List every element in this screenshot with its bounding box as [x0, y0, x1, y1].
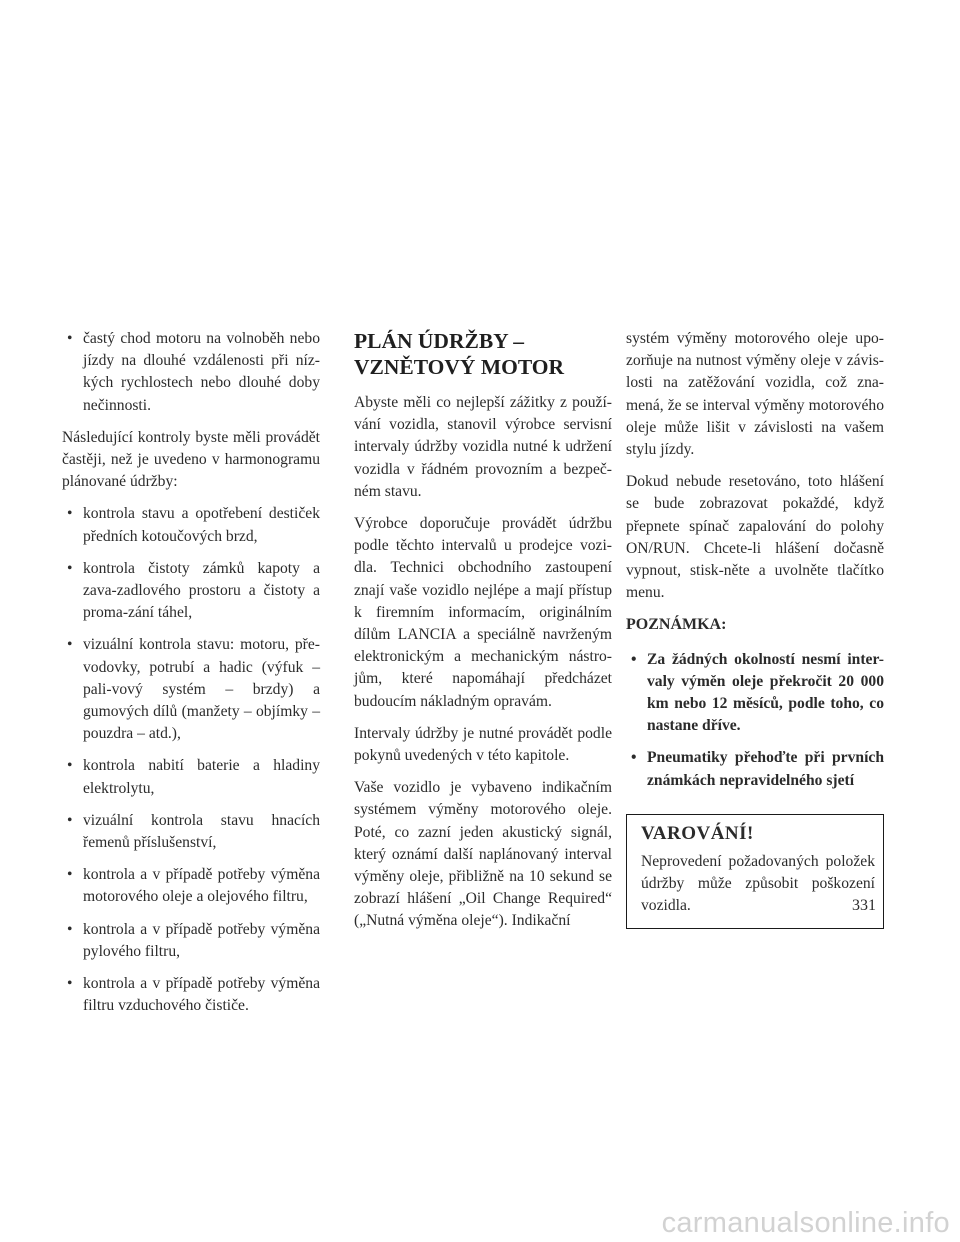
list-item: • Pneumatiky přehoďte při prvních známkách nepravidelného sjetí — [626, 747, 884, 791]
list-item: • kontrola a v případě potřeby výměna filtru vzduchového čističe. — [62, 973, 320, 1017]
list-item: • častý chod motoru na volnoběh nebo jízdy na dlouhé vzdálenosti při níz-kých rychlostech nebo dlouhé doby nečinnosti. — [62, 328, 320, 417]
bullet-list-conditions — [62, 328, 320, 417]
column-right — [626, 328, 884, 929]
note-bullet-list — [626, 649, 884, 792]
list-item: • kontrola nabití baterie a hladiny elektrolytu, — [62, 755, 320, 799]
section-heading — [354, 328, 612, 380]
list-item: • vizuální kontrola stavu hnacích řemenů příslušenství, — [62, 810, 320, 854]
column-left — [62, 328, 320, 1027]
paragraph: Dokud nebude resetováno, toto hlášení se bude zobrazovat pokaždé, když přepnete spínač zapalování do polohy ON/RUN. Chcete-li hlášení dočasně vypnout, stisk-něte a uvolněte tlačítko menu. — [626, 473, 884, 602]
list-item: • kontrola a v případě potřeby výměna motorového oleje a olejového filtru, — [62, 864, 320, 908]
paragraph: Abyste měli co nejlepší zážitky z použí-vání vozidla, stanovil výrobce servisní intervaly údržby vozidla nutné k udržení vozidla v řádném provozním a bezpeč-ném stavu. — [354, 394, 612, 500]
paragraph: Vaše vozidlo je vybaveno indikačním systémem výměny motorového oleje. Poté, co zazní jeden akustický signál, který oznámí další naplánovaný interval výměny oleje, přibližně na 10 sekund se zobrazí hlášení „Oil Change Required“ („Nutná výměna oleje“). Indikační — [354, 779, 612, 930]
list-item: • kontrola stavu a opotřebení destiček předních kotoučových brzd, — [62, 503, 320, 547]
list-item: • kontrola a v případě potřeby výměna pylového filtru, — [62, 919, 320, 963]
paragraph: systém výměny motorového oleje upo-zorňuje na nutnost výměny oleje v závis-losti na zatěžování vozidla, což zna-mená, že se interval výměny motorového oleje může lišit v závislosti na vašem stylu jízdy. — [626, 330, 884, 459]
list-item: • kontrola čistoty zámků kapoty a zava-zadlového prostoru a čistoty a proma-zání táhel, — [62, 558, 320, 625]
page-number: 331 — [852, 897, 876, 914]
intro-paragraph: Následující kontroly byste měli provádět častěji, než je uvedeno v harmonogramu plánované údržby: — [62, 428, 320, 491]
column-middle — [354, 328, 612, 943]
paragraph: Intervaly údržby je nutné provádět podle pokynů uvedených v této kapitole. — [354, 724, 612, 765]
list-item: • Za žádných okolností nesmí inter-valy výměn oleje překročit 20 000 km nebo 12 měsíců, podle toho, co nastane dříve. — [626, 649, 884, 738]
paragraph: Výrobce doporučuje provádět údržbu podle těchto intervalů u prodejce vozi-dla. Technici obchodního zastoupení znají vaše vozidlo nejlépe a mají přístup k firemním informacím, originálním dílům LANCIA a speciálně navrženým elektronickým a mechanickým nástro-jům, které napomáhají předcházet budoucím nákladným opravám. — [354, 515, 612, 710]
note-heading: POZNÁMKA: — [626, 616, 727, 634]
heading-line-2: VZNĚTOVÝ MOTOR — [354, 355, 565, 379]
watermark: carmanualsonline.info — [661, 1207, 950, 1239]
warning-text: Neprovedení požadovaných položek údržby může způsobit poškození vozidla. — [641, 853, 875, 915]
warning-box — [626, 814, 884, 929]
bullet-list-checks — [62, 503, 320, 1017]
heading-line-1: PLÁN ÚDRŽBY – — [354, 329, 525, 353]
warning-title: VAROVÁNÍ! — [641, 822, 754, 844]
list-item: • vizuální kontrola stavu: motoru, pře-vodovky, potrubí a hadic (výfuk – pali-vový systém – brzdy) a gumových dílů (manžety – objímky – pouzdra – atd.), — [62, 634, 320, 745]
